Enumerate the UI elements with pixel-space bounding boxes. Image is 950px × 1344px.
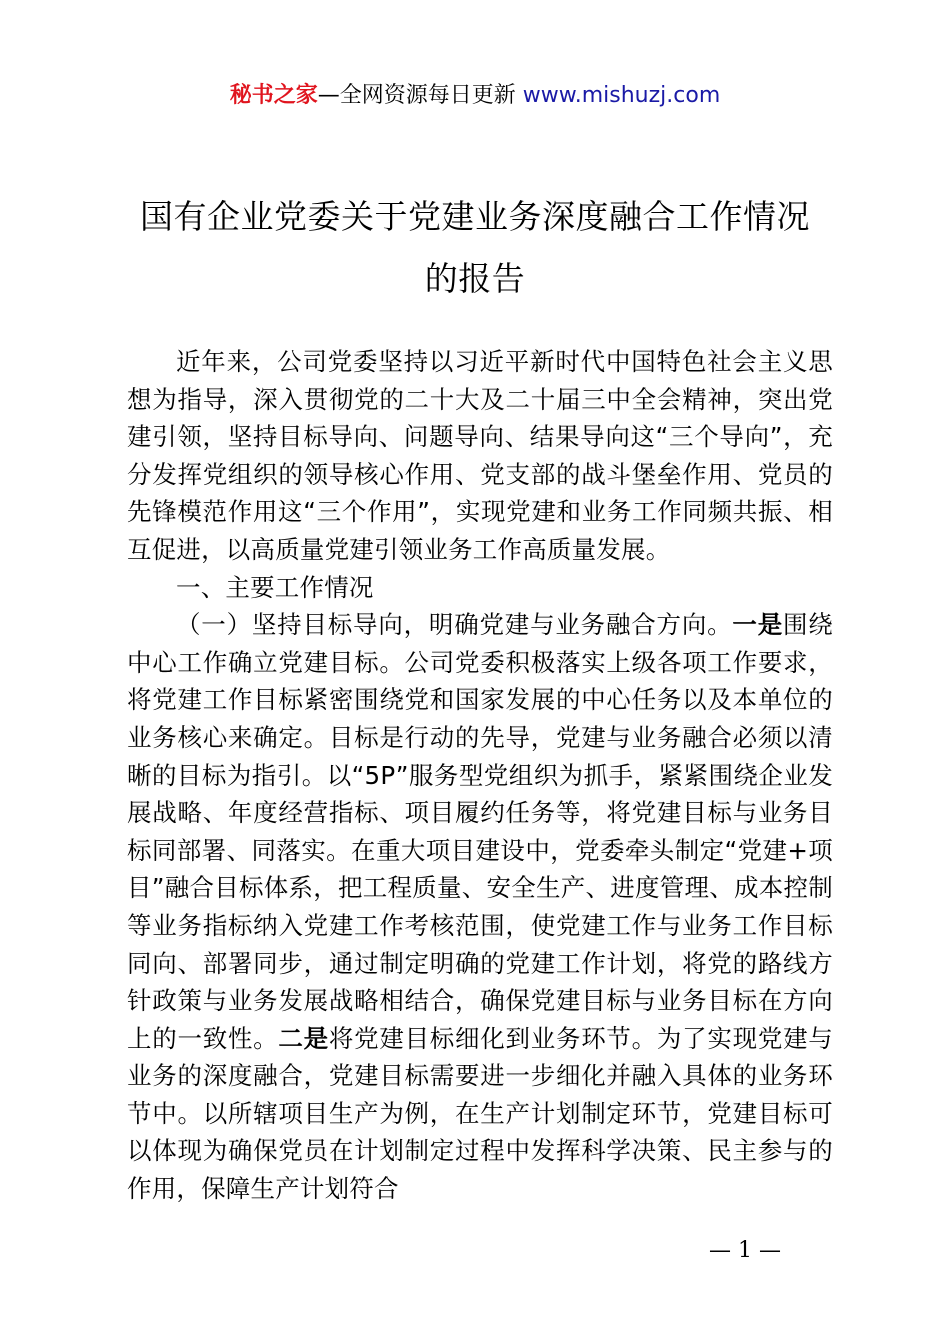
title-line-1: 国有企业党委关于党建业务深度融合工作情况 (140, 197, 810, 236)
point-2-label: 二是 (278, 1023, 329, 1053)
brand-name: 秘书之家 (229, 83, 318, 108)
site-url[interactable]: www.mishuzj.com (522, 83, 721, 108)
subsection-paragraph (127, 606, 833, 1208)
section-heading: 一、主要工作情况 (176, 572, 374, 602)
point-1-text: 围绕中心工作确立党建目标。公司党委积极落实上级各项工作要求，将党建工作目标紧密围绕党和国家发展的中心任务以及本单位的业务核心来确定。目标是行动的先导，党建与业务融合必须以清晰的目标为指引。以“5P”服务型党组织为抓手，紧紧围绕企业发展战略、年度经营指标、项目履约任务等，将党建目标与业务目标同部署、同落实。在重大项目建设中，党委牵头制定“党建+项目”融合目标体系，把工程质量、安全生产、进度管理、成本控制等业务指标纳入党建工作考核范围，使党建工作与业务工作目标同向、部署同步，通过制定明确的党建工作计划，将党的路线方针政策与业务发展战略相结合，确保党建目标与业务目标在方向上的一致性。 (127, 610, 833, 1053)
site-header (0, 80, 950, 112)
intro-paragraph: 近年来，公司党委坚持以习近平新时代中国特色社会主义思想为指导，深入贯彻党的二十大及二十届三中全会精神，突出党建引领，坚持目标导向、问题导向、结果导向这“三个导向”，充分发挥党组织的领导核心作用、党支部的战斗堡垒作用、党员的先锋模范作用这“三个作用”，实现党建和业务工作同频共振、相互促进，以高质量党建引领业务工作高质量发展。 (127, 347, 833, 564)
title-line-2: 的报告 (424, 259, 526, 298)
site-slogan: —全网资源每日更新 (317, 83, 516, 108)
point-2-text: 将党建目标细化到业务环节。为了实现党建与业务的深度融合，党建目标需要进一步细化并融入具体的业务环节中。以所辖项目生产为例，在生产计划制定环节，党建目标可以体现为确保党员在计划制定过程中发挥科学决策、民主参与的作用，保障生产计划符合 (127, 1023, 833, 1204)
document-body (127, 343, 833, 1208)
point-1-label: 一是 (732, 610, 783, 640)
document-title (100, 186, 850, 310)
page-number: — 1 — (709, 1238, 781, 1263)
subsection-heading: （一）坚持目标导向，明确党建与业务融合方向。 (176, 610, 733, 640)
